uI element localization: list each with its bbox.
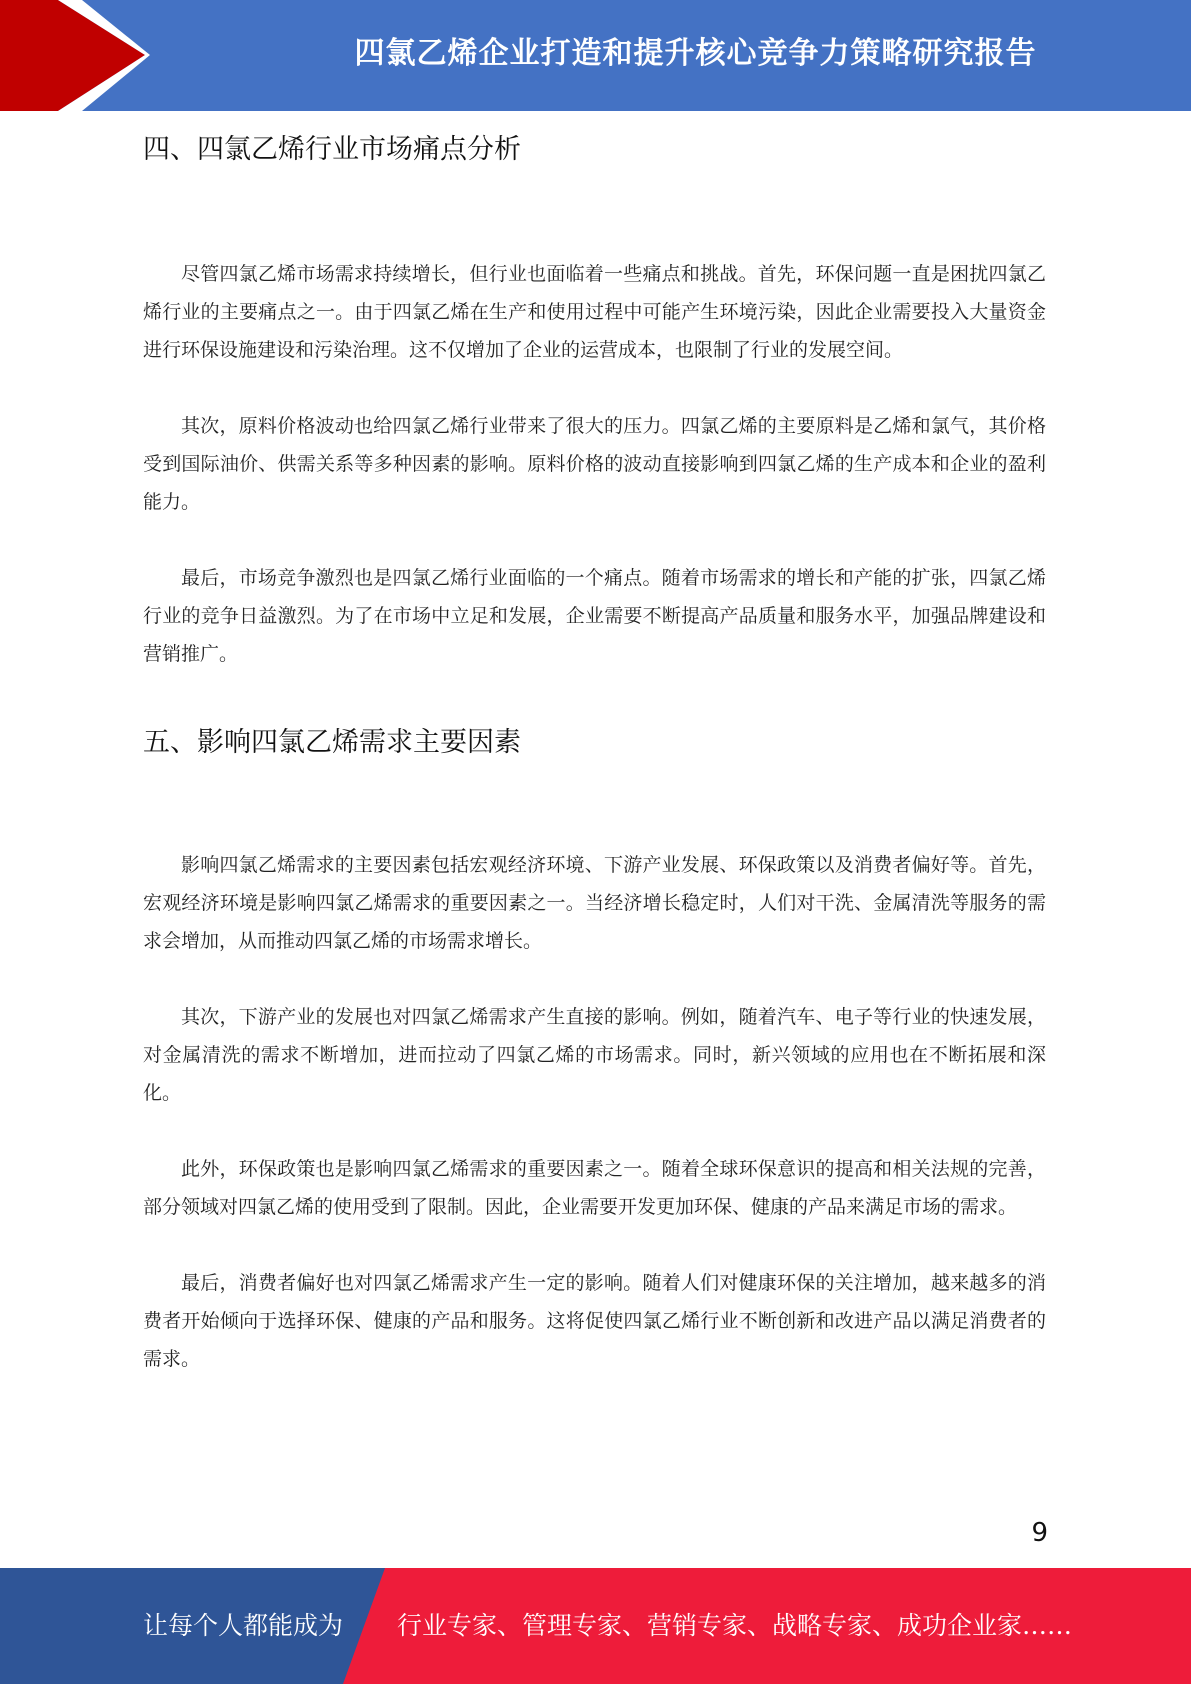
paragraph: 最后，市场竞争激烈也是四氯乙烯行业面临的一个痛点。随着市场需求的增长和产能的扩张，四氯乙烯行业的竞争日益激烈。为了在市场中立足和发展，企业需要不断提高产品质量和服务水平，加强品牌建设和营销推广。 (143, 567, 1046, 665)
paragraph: 其次，原料价格波动也给四氯乙烯行业带来了很大的压力。四氯乙烯的主要原料是乙烯和氯气，其价格受到国际油价、供需关系等多种因素的影响。原料价格的波动直接影响到四氯乙烯的生产成本和企业的盈利能力。 (143, 415, 1046, 513)
footer-slogan-right: 行业专家、管理专家、营销专家、战略专家、成功企业家…… (397, 1611, 1073, 1640)
paragraph: 影响四氯乙烯需求的主要因素包括宏观经济环境、下游产业发展、环保政策以及消费者偏好等。首先，宏观经济环境是影响四氯乙烯需求的重要因素之一。当经济增长稳定时，人们对干洗、金属清洗等服务的需求会增加，从而推动四氯乙烯的市场需求增长。 (143, 854, 1046, 952)
page-header (0, 0, 1191, 111)
footer-slogan-left: 让每个人都能成为 (143, 1611, 344, 1640)
section-heading-2: 五、影响四氯乙烯需求主要因素 (143, 727, 521, 758)
paragraph: 此外，环保政策也是影响四氯乙烯需求的重要因素之一。随着全球环保意识的提高和相关法规的完善，部分领域对四氯乙烯的使用受到了限制。因此，企业需要开发更加环保、健康的产品来满足市场的需求。 (143, 1158, 1046, 1218)
page-footer (0, 1568, 1191, 1684)
section-heading-1: 四、四氯乙烯行业市场痛点分析 (143, 134, 521, 165)
page-content (143, 120, 1046, 1378)
paragraph: 其次，下游产业的发展也对四氯乙烯需求产生直接的影响。例如，随着汽车、电子等行业的快速发展，对金属清洗的需求不断增加，进而拉动了四氯乙烯的市场需求。同时，新兴领域的应用也在不断拓展和深化。 (143, 1006, 1046, 1104)
paragraph: 尽管四氯乙烯市场需求持续增长，但行业也面临着一些痛点和挑战。首先，环保问题一直是困扰四氯乙烯行业的主要痛点之一。由于四氯乙烯在生产和使用过程中可能产生环境污染，因此企业需要投入大量资金进行环保设施建设和污染治理。这不仅增加了企业的运营成本，也限制了行业的发展空间。 (143, 263, 1046, 361)
paragraph: 最后，消费者偏好也对四氯乙烯需求产生一定的影响。随着人们对健康环保的关注增加，越来越多的消费者开始倾向于选择环保、健康的产品和服务。这将促使四氯乙烯行业不断创新和改进产品以满足消费者的需求。 (143, 1272, 1046, 1370)
header-title: 四氯乙烯企业打造和提升核心竞争力策略研究报告 (354, 36, 1037, 71)
page-number: 9 (1031, 1518, 1048, 1548)
